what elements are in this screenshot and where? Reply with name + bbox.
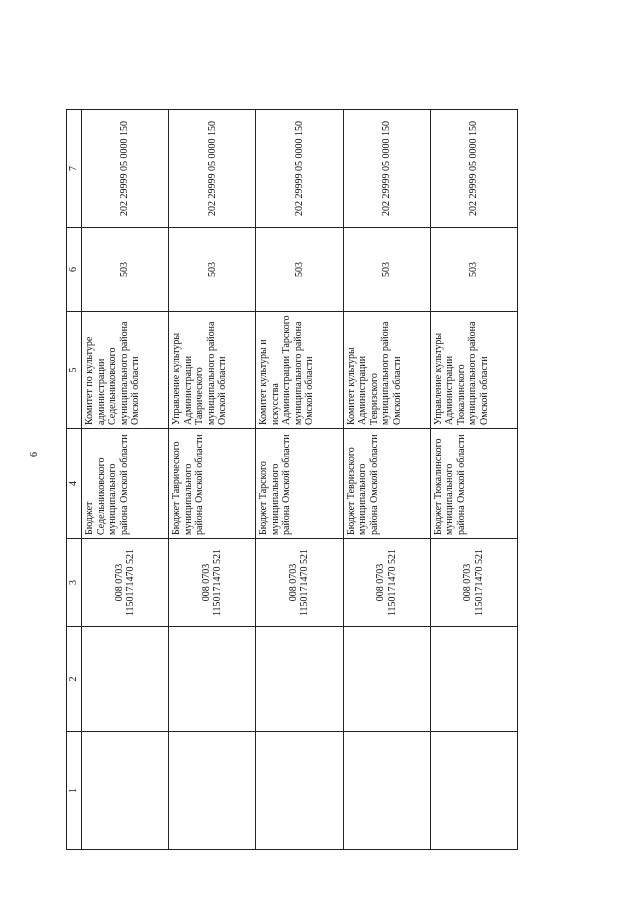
cell-kbk: 202 29999 05 0000 150 (169, 110, 256, 228)
page-number: 6 (29, 452, 40, 457)
cell-budget: Бюджет Таврического муниципального района Омской области (169, 429, 256, 539)
cell-col1 (82, 732, 169, 850)
cell-number: 503 (169, 228, 256, 312)
rotated-table (66, 110, 518, 850)
cell-col1 (430, 732, 517, 850)
table-row (430, 110, 517, 850)
cell-administrator: Управление культуры Администрации Тюкалинского муниципального района Омской области (430, 312, 517, 429)
cell-number: 503 (430, 228, 517, 312)
cell-administrator: Управление культуры Администрации Таврического муниципального района Омской области (169, 312, 256, 429)
cell-col2 (82, 627, 169, 732)
cell-col1 (169, 732, 256, 850)
cell-col1 (343, 732, 430, 850)
cell-code: 008 0703 1150171470 521 (256, 539, 343, 627)
cell-code: 008 0703 1150171470 521 (82, 539, 169, 627)
col-header-7: 7 (67, 110, 82, 228)
col-header-1: 1 (67, 732, 82, 850)
cell-budget: Бюджет Тарского муниципального района Омской области (256, 429, 343, 539)
cell-administrator: Комитет культуры и искусства Администрации Тарского муниципального района Омской области (256, 312, 343, 429)
table-row (169, 110, 256, 850)
cell-administrator: Комитет культуры Администрации Тевризского муниципального района Омской области (343, 312, 430, 429)
cell-kbk: 202 29999 05 0000 150 (256, 110, 343, 228)
cell-budget: Бюджет Седельниковского муниципального района Омской области (82, 429, 169, 539)
cell-budget: Бюджет Тюкалинского муниципального района Омской области (430, 429, 517, 539)
col-header-3: 3 (67, 539, 82, 627)
cell-kbk: 202 29999 05 0000 150 (430, 110, 517, 228)
table-container (66, 110, 518, 850)
cell-code: 008 0703 1150171470 521 (430, 539, 517, 627)
header-row (67, 110, 82, 850)
cell-kbk: 202 29999 05 0000 150 (82, 110, 169, 228)
cell-col1 (256, 732, 343, 850)
col-header-2: 2 (67, 627, 82, 732)
table-row (256, 110, 343, 850)
budget-table (66, 109, 518, 850)
cell-col2 (169, 627, 256, 732)
cell-col2 (256, 627, 343, 732)
cell-number: 503 (343, 228, 430, 312)
cell-col2 (430, 627, 517, 732)
cell-kbk: 202 29999 05 0000 150 (343, 110, 430, 228)
col-header-4: 4 (67, 429, 82, 539)
cell-budget: Бюджет Тевризского муниципального района Омской области (343, 429, 430, 539)
table-row (82, 110, 169, 850)
cell-number: 503 (82, 228, 169, 312)
cell-code: 008 0703 1150171470 521 (343, 539, 430, 627)
cell-code: 008 0703 1150171470 521 (169, 539, 256, 627)
cell-administrator: Комитет по культуре администрации Седельниковского муниципального района Омской области (82, 312, 169, 429)
cell-number: 503 (256, 228, 343, 312)
table-row (343, 110, 430, 850)
col-header-5: 5 (67, 312, 82, 429)
col-header-6: 6 (67, 228, 82, 312)
cell-col2 (343, 627, 430, 732)
